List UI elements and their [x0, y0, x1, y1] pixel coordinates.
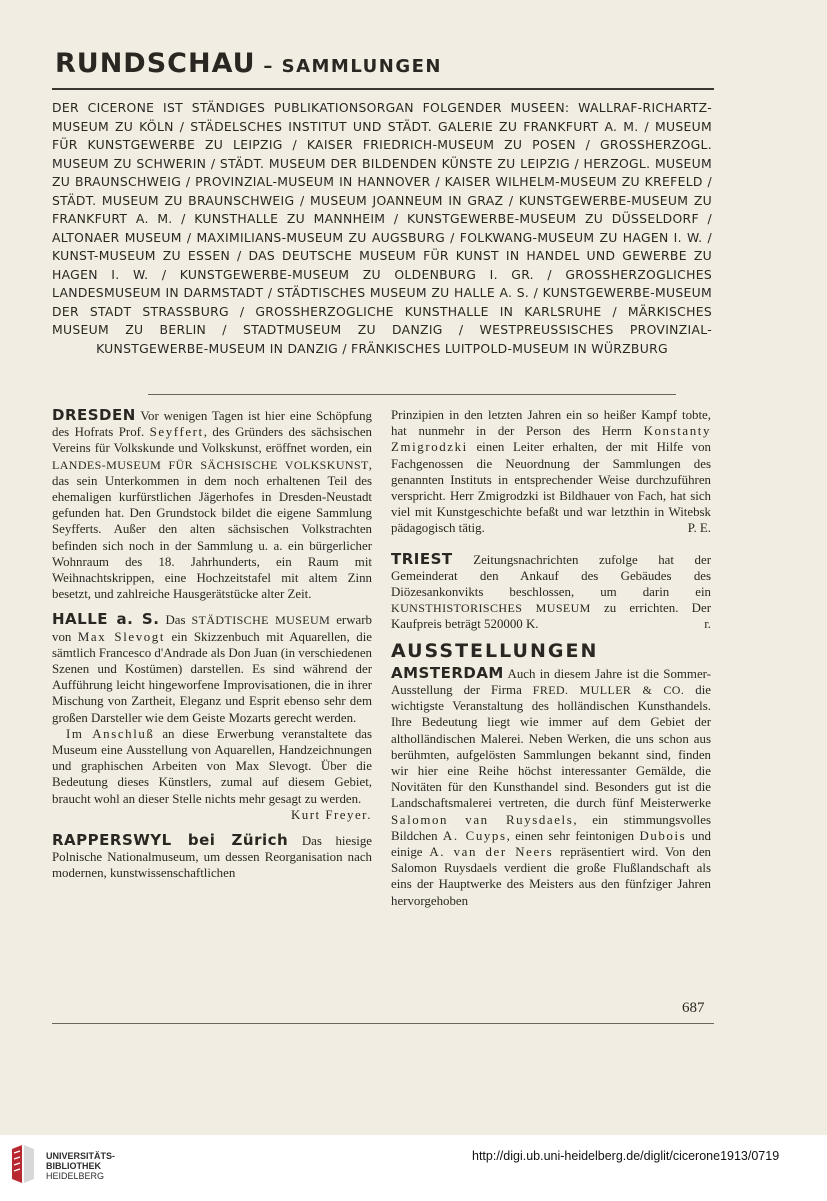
section-divider [148, 394, 676, 395]
right-column [391, 407, 711, 918]
footer-bar [0, 1135, 827, 1201]
amsterdam-text-4: , einen sehr feintonigen [506, 828, 640, 843]
dresden-museum-name: LANDES-MUSEUM FÜR SÄCHSISCHE VOLKSKUNST [52, 457, 369, 472]
halle-text-2: erwarb von [52, 613, 372, 644]
article-triest [391, 551, 711, 633]
header-dash: – [255, 56, 282, 77]
left-column [52, 407, 372, 891]
triest-initial: r. [704, 617, 711, 632]
halle-heading: HALLE a. S. [52, 610, 160, 629]
dresden-text-2: , des Gründers des sächsischen Vereins für Volkskunde und Volkskunst, eröffnet worden, ein [52, 425, 372, 456]
amsterdam-heading: AMSTERDAM [391, 663, 504, 682]
halle-text-1: Das [159, 613, 192, 628]
page-header [55, 48, 442, 79]
triest-text-1: Zeitungsnachrichten zufolge hat der Gemeinderat den Ankauf des Gebäudes des Diözesankonvikts beschlossen, um darin ein [391, 552, 711, 600]
bottom-rule [52, 1023, 714, 1024]
dresden-text-1: Vor wenigen Tagen ist hier eine Schöpfung des Hofrats Prof. [52, 409, 372, 440]
rapperswyl-heading: RAPPERSWYL bei Zürich [52, 831, 289, 850]
article-rapperswyl [52, 832, 372, 882]
continuation-initials: P. E. [687, 521, 711, 536]
halle-text-3: ein Skizzenbuch mit Aquarellen, die sämtlich Francesco d'Andrade als Don Juan (in verschiedenen Szenen und Kostümen) darstellen. Es sind während der Aufführung leicht hingeworfene Improvisationen, die in ihrer Mischung von Zartheit, Eleganz und Esprit ebenso sehr dem großen Darsteller wie dem Geiste Mozarts gerecht werden. [52, 629, 372, 725]
continuation-text-1: Prinzipien in den letzten Jahren ein so heißer Kampf tobte, hat nunmehr in der Person des Herrn [391, 408, 711, 439]
halle-signature: Kurt Freyer. [290, 807, 372, 822]
halle-museum-name: STÄDTISCHE MUSEUM [191, 613, 331, 628]
page-number: 687 [682, 1000, 705, 1016]
museum-list-intro: DER CICERONE IST STÄNDIGES PUBLIKATIONSORGAN FOLGENDER MUSEEN: WALLRAF-RICHARTZ-MUSEUM ZU KÖLN / STÄDELSCHES INSTITUT UND STÄDT. GALERIE ZU FRANKFURT A. M. / MUSEUM FÜR KUNSTGEWERBE ZU LEIPZIG / KAISER FRIEDRICH-MUSEUM ZU POSEN / GROSSHERZOGL. MUSEUM ZU SCHWERIN / STÄDT. MUSEUM DER BILDENDEN KÜNSTE ZU LEIPZIG / HERZOGL. MUSEUM ZU BRAUNSCHWEIG / PROVINZIAL-MUSEUM IN HANNOVER / KAISER WILHELM-MUSEUM ZU KREFELD / STÄDT. MUSEUM ZU BRAUNSCHWEIG / MUSEUM JOANNEUM IN GRAZ / KUNSTGEWERBE-MUSEUM ZU FRANKFURT A. M. / KUNSTHALLE ZU MANNHEIM / KUNSTGEWERBE-MUSEUM ZU DÜSSELDORF / ALTONAER MUSEUM / MAXIMILIANS-MUSEUM ZU AUGSBURG / FOLKWANG-MUSEUM ZU HAGEN I. W. / KUNST-MUSEUM ZU ESSEN / DAS DEUTSCHE MUSEUM FÜR KUNST IN HANDEL UND GEWERBE ZU HAGEN I. W. / KUNSTGEWERBE-MUSEUM ZU OLDENBURG I. GR. / GROSSHERZOGLICHES LANDESMUSEUM IN DARMSTADT / STÄDTISCHES MUSEUM ZU HALLE A. S. / KUNSTGEWERBE-MUSEUM DER STADT STRASSBURG / GROSSHERZOGLICHE KUNSTHALLE IN KARLSRUHE / MÄRKISCHES MUSEUM ZU BERLIN / STADTMUSEUM ZU DANZIG / WESTPREUSSISCHES PROVINZIAL-KUNSTGEWERBE-MUSEUM IN DANZIG / FRÄNKISCHES LUITPOLD-MUSEUM IN WÜRZBURG [52, 100, 712, 356]
header-rule [52, 88, 714, 90]
library-logo-icon [8, 1143, 38, 1187]
dresden-text-3: , das sein Unterkommen in dem noch erhaltenen Teil des ehemaligen kurfürstlichen Jägerhofes in Dresden-Neustadt gefunden hat. Den Grundstock bildet die eigene Sammlung Seyfferts. Außer den alten sächsischen Volkstrachten befinden sich noch in der Sammlung u. a. ein bürgerlicher Wohnraum des 18. Jahrhunderts, ein Raum mit Weihnachtskrippen, eine Hochzeitstafel mit altem Zinn besetzt, und zahlreiche Hausgerätstücke alter Zeit. [52, 457, 372, 602]
article-amsterdam [391, 665, 711, 909]
library-name-line-2: BIBLIOTHEK [46, 1161, 101, 1171]
dresden-heading: DRESDEN [52, 406, 136, 424]
amsterdam-artist-4: A. van der Neers [429, 845, 554, 860]
amsterdam-text-3: , ein stimmungsvolles Bildchen [391, 812, 711, 843]
amsterdam-text-6: repräsentiert wird. Von den Salomon Ruysdaels verdient die große Flußlandschaft als eins der Hauptwerke des Meisters aus den fünfziger Jahren hervorgehoben [391, 845, 711, 908]
amsterdam-firm-name: FRED. MULLER & CO. [532, 683, 685, 698]
halle-para2-text: an diese Erwerbung veranstaltete das Museum eine Ausstellung von Aquarellen, Handzeichnungen und graphischen Arbeiten von Max Slevogt. Über die Bedeutung dieses Künstlers, zumal auf diesem Gebiet, braucht wohl an dieser Stelle nichts mehr gesagt zu werden. [52, 726, 373, 806]
triest-museum-name: KUNSTHISTORISCHES MUSEUM [391, 601, 591, 616]
source-url-link[interactable]: http://digi.ub.uni-heidelberg.de/diglit/cicerone1913/0719 [472, 1149, 780, 1163]
header-subtitle: SAMMLUNGEN [281, 56, 442, 77]
continuation-name: Konstanty Zmigrodzki [391, 424, 711, 455]
article-halle [52, 611, 372, 823]
amsterdam-text-5: und einige [391, 828, 711, 860]
article-rapperswyl-continued [391, 407, 711, 537]
dresden-name: Seyffert [149, 425, 204, 440]
amsterdam-artist-2: A. Cuyps [442, 828, 507, 843]
amsterdam-text-2: die wichtigste Veranstaltung des holländischen Kunsthandels. Ihre Bedeutung liegt wie immer auf dem Gebiet der altholländischen Malerei. Neben Werken, die uns schon aus berühmten, aufgelösten Sammlungen bekannt sind, finden wir hier eine Reihe höchst interessanter Gemälde, die Novitäten für den Kunsthandel sind. Besonders gut ist die Landschaftsmalerei vertreten, die durch fünf Meisterwerke [391, 683, 711, 811]
library-name-line-1: UNIVERSITÄTS- [46, 1151, 116, 1161]
triest-heading: TRIEST [391, 549, 453, 568]
rapperswyl-text: Das hiesige Polnische Nationalmuseum, um dessen Reorganisation nach modernen, kunstwissenschaftlichen [52, 834, 372, 881]
continuation-text-2: einen Leiter erhalten, der mit Hilfe von Fachgenossen die Neuordnung der Sammlungen des genannten Instituts in entsprechender Weise durchzuführen verspricht. Herr Zmigrodzki ist Bildhauer von Fach, hat sich viel mit Kunstgeschichte befaßt und war letzthin in Witebsk pädagogisch tätig. [391, 440, 711, 536]
amsterdam-artist-3: Dubois [639, 828, 687, 843]
triest-text-2: zu errichten. Der Kaufpreis beträgt 520000 K. [391, 601, 711, 632]
halle-para2-lead: Im Anschluß [66, 726, 155, 741]
halle-artist-name: Max Slevogt [77, 629, 166, 644]
article-dresden [52, 407, 372, 602]
ausstellungen-heading: AUSSTELLUNGEN [391, 639, 599, 662]
header-title: RUNDSCHAU [55, 48, 256, 79]
library-name-line-3: HEIDELBERG [46, 1171, 105, 1181]
library-name [46, 1151, 115, 1181]
amsterdam-artist-1: Salomon van Ruysdaels [391, 812, 574, 827]
amsterdam-text-1: Auch in diesem Jahre ist die Sommer-Ausstellung der Firma [391, 666, 711, 698]
